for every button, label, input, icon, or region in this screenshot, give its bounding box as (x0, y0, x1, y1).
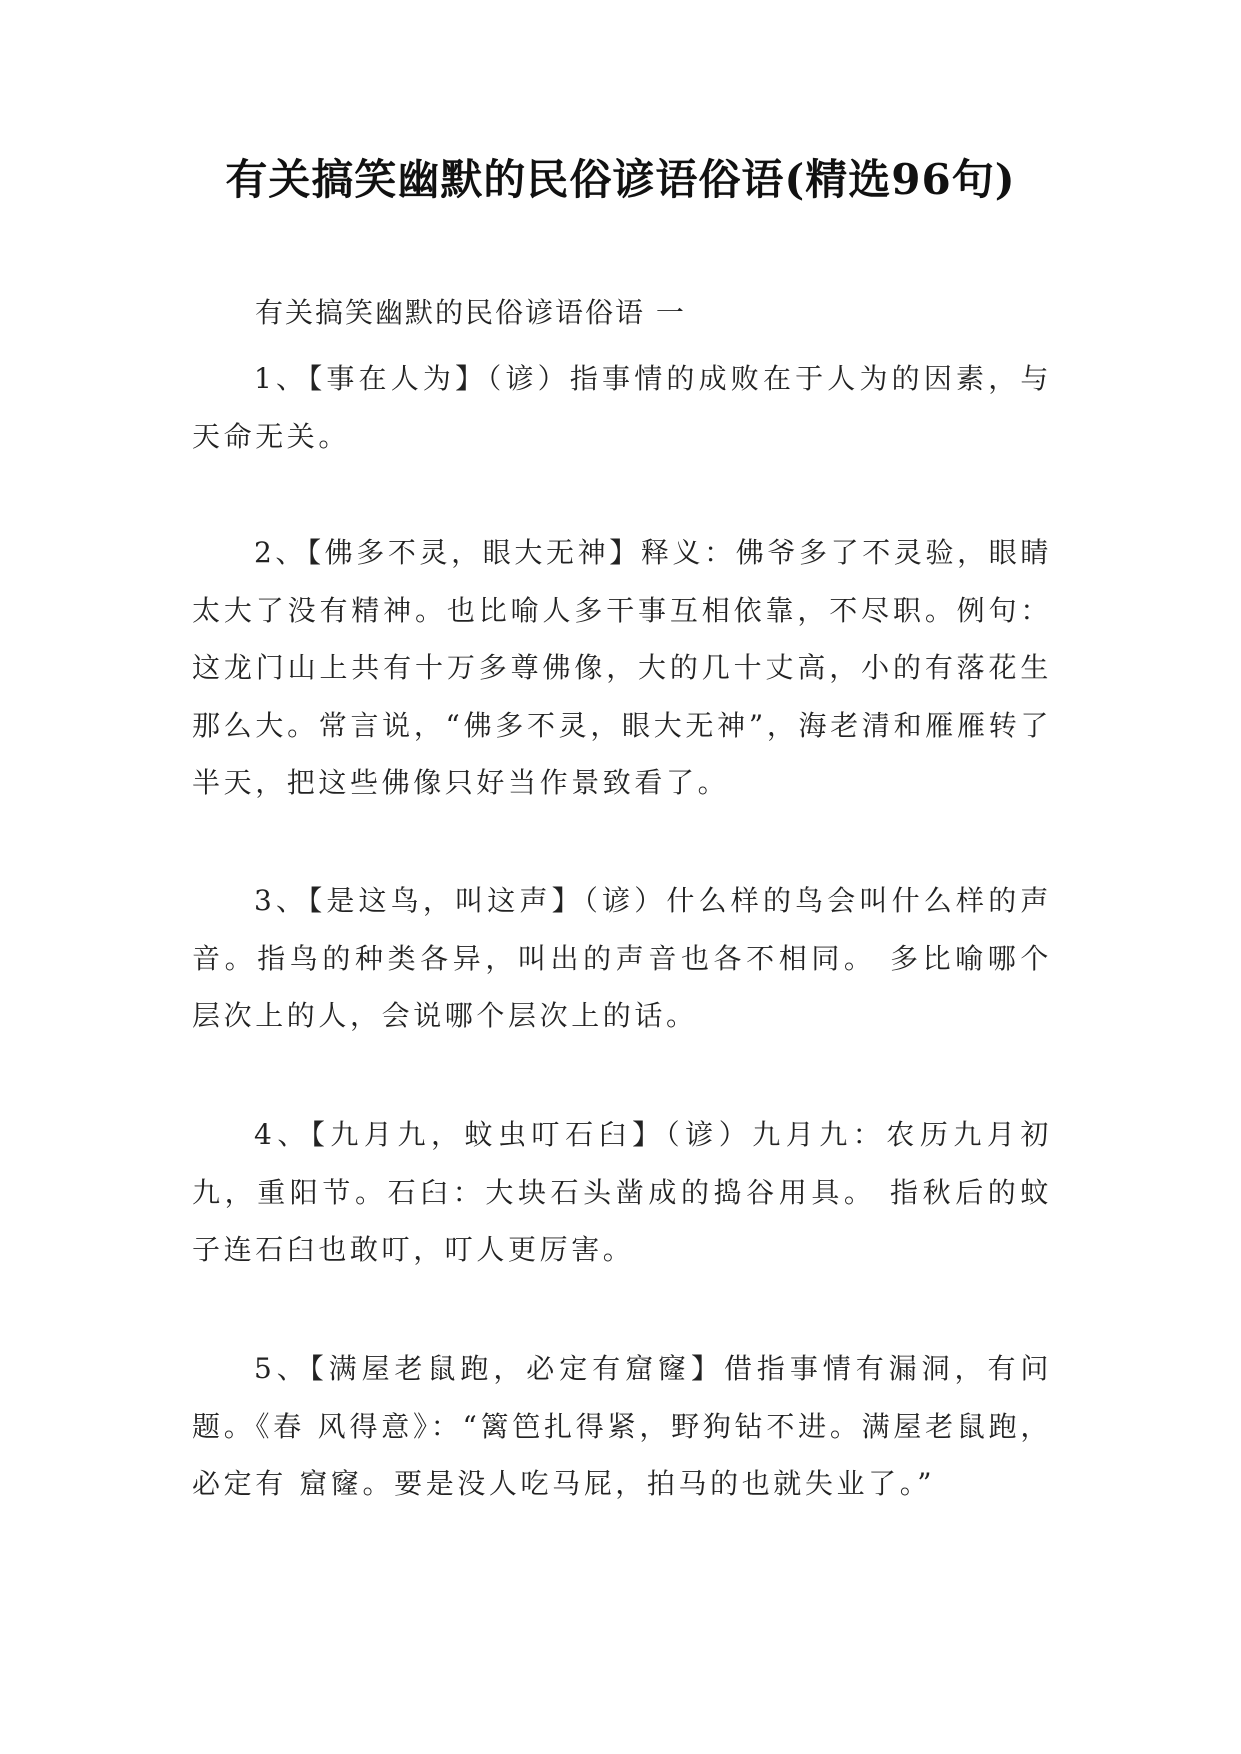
entry-term: 【九月九，蚊虫叮石臼】 (310, 1118, 666, 1151)
entry-term: 【是这鸟，叫这声】 (308, 884, 584, 917)
proverb-entry-2 (192, 524, 1052, 812)
section-heading: 有关搞笑幽默的民俗谚语俗语 一 (255, 296, 686, 329)
document-title: 有关搞笑幽默的民俗谚语俗语(精选96句) (225, 155, 1016, 204)
proverb-entry-4 (192, 1106, 1052, 1279)
entry-text: （谚）什么样的鸟会叫什么样的声音。指鸟的种类各异，叫出的声音也各不相同。 多比喻哪个层次上的人，会说哪个层次上的话。 (192, 884, 1053, 1032)
entry-number: 2、 (254, 536, 308, 569)
proverb-entry-5 (192, 1340, 1052, 1513)
entry-number: 5、 (254, 1352, 310, 1385)
entry-text: 释义：佛爷多了不灵验，眼睛太大了没有精神。也比喻人多干事互相依靠，不尽职。例句：这龙门山上共有十万多尊佛像，大的几十丈高，小的有落花生那么大。常言说，“佛多不灵，眼大无神”，海老清和雁雁转了半天，把这些佛像只好当作景致看了。 (192, 536, 1052, 799)
entry-text: （谚）九月九：农历九月初九，重阳节。石臼：大块石头凿成的捣谷用具。 指秋后的蚊子连石臼也敢叮，叮人更厉害。 (192, 1118, 1053, 1266)
entry-text: （谚）指事情的成败在于人为的因素，与天命无关。 (192, 362, 1053, 453)
entry-number: 4、 (254, 1118, 311, 1151)
entry-term: 【佛多不灵，眼大无神】 (307, 536, 641, 569)
proverb-entry-3 (192, 872, 1052, 1045)
entry-number: 1、 (254, 362, 309, 395)
entry-number: 3、 (254, 884, 309, 917)
entry-text: 借指事情有漏洞，有问题。《春 风得意》：“篱笆扎得紧，野狗钻不进。满屋老鼠跑，必定有 窟窿。要是没人吃马屁，拍马的也就失业了。” (192, 1352, 1052, 1500)
entry-term: 【事在人为】 (308, 362, 488, 395)
entry-term: 【满屋老鼠跑，必定有窟窿】 (309, 1352, 724, 1385)
proverb-entry-1 (192, 350, 1052, 465)
